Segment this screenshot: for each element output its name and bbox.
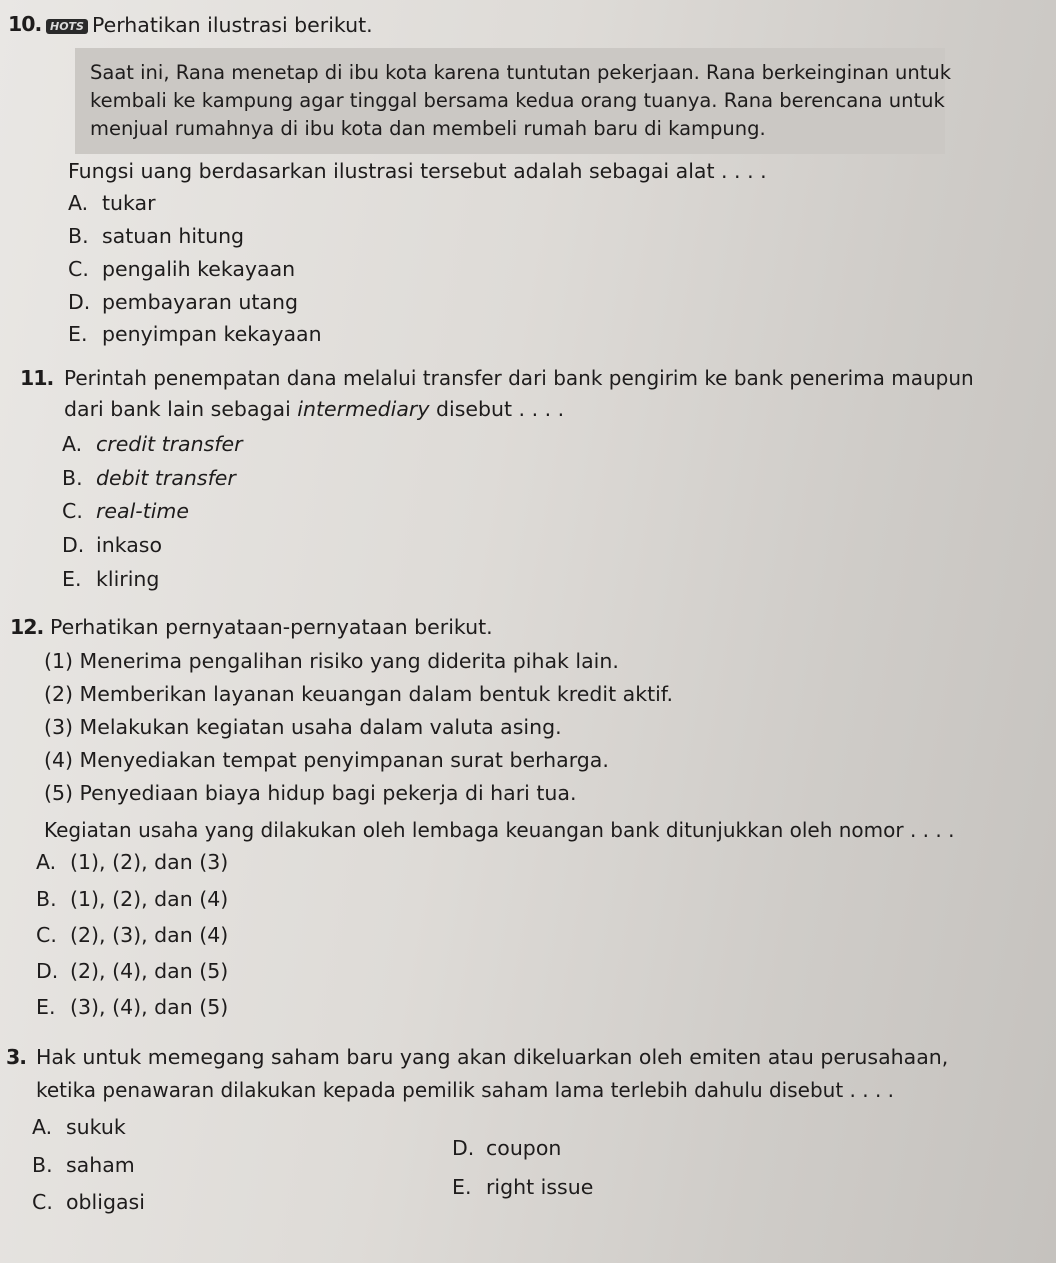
option-c[interactable]	[32, 1190, 145, 1214]
question-13	[0, 1035, 1056, 1263]
question-text-part: dari bank lain sebagai	[64, 397, 298, 421]
question-number: 10.	[8, 12, 42, 36]
option-a[interactable]	[62, 432, 243, 456]
option-d[interactable]	[68, 290, 298, 314]
option-text: (1), (2), dan (4)	[70, 887, 229, 911]
question-number: 3.	[6, 1045, 27, 1069]
question-text-part: disebut . . . .	[429, 397, 565, 421]
option-e[interactable]	[62, 567, 159, 591]
option-letter: C.	[32, 1190, 53, 1214]
question-title-row	[46, 13, 373, 37]
option-letter: D.	[452, 1136, 475, 1160]
statement: (1) Menerima pengalihan risiko yang diderita pihak lain.	[44, 649, 619, 673]
option-a[interactable]	[68, 191, 156, 215]
box-line: menjual rumahnya di ibu kota dan membeli rumah baru di kampung.	[90, 117, 766, 140]
option-text: inkaso	[96, 533, 162, 557]
option-d[interactable]	[62, 533, 162, 557]
question-text: Fungsi uang berdasarkan ilustrasi tersebut adalah sebagai alat . . . .	[68, 159, 767, 183]
statement: (2) Memberikan layanan keuangan dalam bentuk kredit aktif.	[44, 682, 674, 706]
statement: (3) Melakukan kegiatan usaha dalam valuta asing.	[44, 715, 562, 739]
option-text: pembayaran utang	[102, 290, 298, 314]
option-text: (3), (4), dan (5)	[70, 995, 229, 1019]
option-e[interactable]	[36, 995, 228, 1019]
question-text-line1: Hak untuk memegang saham baru yang akan dikeluarkan oleh emiten atau perusahaan,	[36, 1045, 949, 1069]
option-letter: B.	[36, 887, 57, 911]
question-10	[0, 0, 1056, 350]
option-a[interactable]	[32, 1115, 126, 1139]
option-text: credit transfer	[96, 432, 243, 456]
option-text: saham	[66, 1153, 135, 1177]
statement: (5) Penyediaan biaya hidup bagi pekerja di hari tua.	[44, 781, 577, 805]
option-letter: B.	[68, 224, 89, 248]
question-text: Kegiatan usaha yang dilakukan oleh lembaga keuangan bank ditunjukkan oleh nomor . . . .	[44, 818, 955, 842]
option-letter: A.	[32, 1115, 53, 1139]
hots-badge: HOTS	[46, 19, 88, 34]
option-text: real-time	[96, 499, 190, 523]
question-text-line1: Perintah penempatan dana melalui transfer dari bank pengirim ke bank penerima maupun	[64, 366, 974, 390]
question-text-line2: ketika penawaran dilakukan kepada pemilik saham lama terlebih dahulu disebut . . . .	[36, 1078, 895, 1102]
option-text: satuan hitung	[102, 224, 245, 248]
question-12	[0, 605, 1056, 1025]
question-text-italic: intermediary	[297, 397, 430, 421]
option-text: obligasi	[66, 1190, 145, 1214]
option-text: debit transfer	[96, 466, 236, 490]
option-d[interactable]	[452, 1136, 561, 1160]
option-letter: A.	[62, 432, 83, 456]
option-letter: C.	[36, 923, 57, 947]
option-b[interactable]	[32, 1153, 135, 1177]
option-text: (2), (3), dan (4)	[70, 923, 229, 947]
illustration-box	[75, 48, 952, 154]
option-text: sukuk	[66, 1115, 126, 1139]
question-number: 12.	[10, 615, 44, 639]
option-letter: D.	[36, 959, 59, 983]
option-letter: A.	[68, 191, 89, 215]
question-number: 11.	[20, 366, 54, 390]
option-e[interactable]	[68, 322, 322, 346]
option-letter: B.	[62, 466, 83, 490]
box-line: Saat ini, Rana menetap di ibu kota karena tuntutan pekerjaan. Rana berkeinginan untuk	[90, 61, 952, 84]
option-letter: C.	[68, 257, 89, 281]
question-title: Perhatikan pernyataan-pernyataan berikut.	[50, 615, 493, 639]
option-text: (2), (4), dan (5)	[70, 959, 229, 983]
option-text: coupon	[486, 1136, 562, 1160]
option-c[interactable]	[68, 257, 295, 281]
option-letter: D.	[68, 290, 91, 314]
option-text: kliring	[96, 567, 160, 591]
option-b[interactable]	[62, 466, 236, 490]
option-text: right issue	[486, 1175, 594, 1199]
option-letter: B.	[32, 1153, 53, 1177]
option-b[interactable]	[68, 224, 244, 248]
question-11	[0, 360, 1056, 600]
option-letter: A.	[36, 850, 57, 874]
option-text: (1), (2), dan (3)	[70, 850, 229, 874]
question-text-line2	[64, 397, 564, 421]
option-c[interactable]	[36, 923, 228, 947]
option-letter: D.	[62, 533, 85, 557]
option-letter: E.	[452, 1175, 472, 1199]
box-line: kembali ke kampung agar tinggal bersama kedua orang tuanya. Rana berencana untuk	[90, 89, 945, 112]
option-a[interactable]	[36, 850, 228, 874]
question-title: Perhatikan ilustrasi berikut.	[91, 13, 373, 37]
option-b[interactable]	[36, 887, 228, 911]
option-letter: E.	[62, 567, 82, 591]
option-e[interactable]	[452, 1175, 593, 1199]
option-letter: C.	[62, 499, 83, 523]
option-d[interactable]	[36, 959, 228, 983]
option-letter: E.	[68, 322, 88, 346]
option-text: tukar	[102, 191, 156, 215]
option-text: penyimpan kekayaan	[102, 322, 322, 346]
statement: (4) Menyediakan tempat penyimpanan surat berharga.	[44, 748, 609, 772]
option-letter: E.	[36, 995, 56, 1019]
option-c[interactable]	[62, 499, 189, 523]
option-text: pengalih kekayaan	[102, 257, 296, 281]
